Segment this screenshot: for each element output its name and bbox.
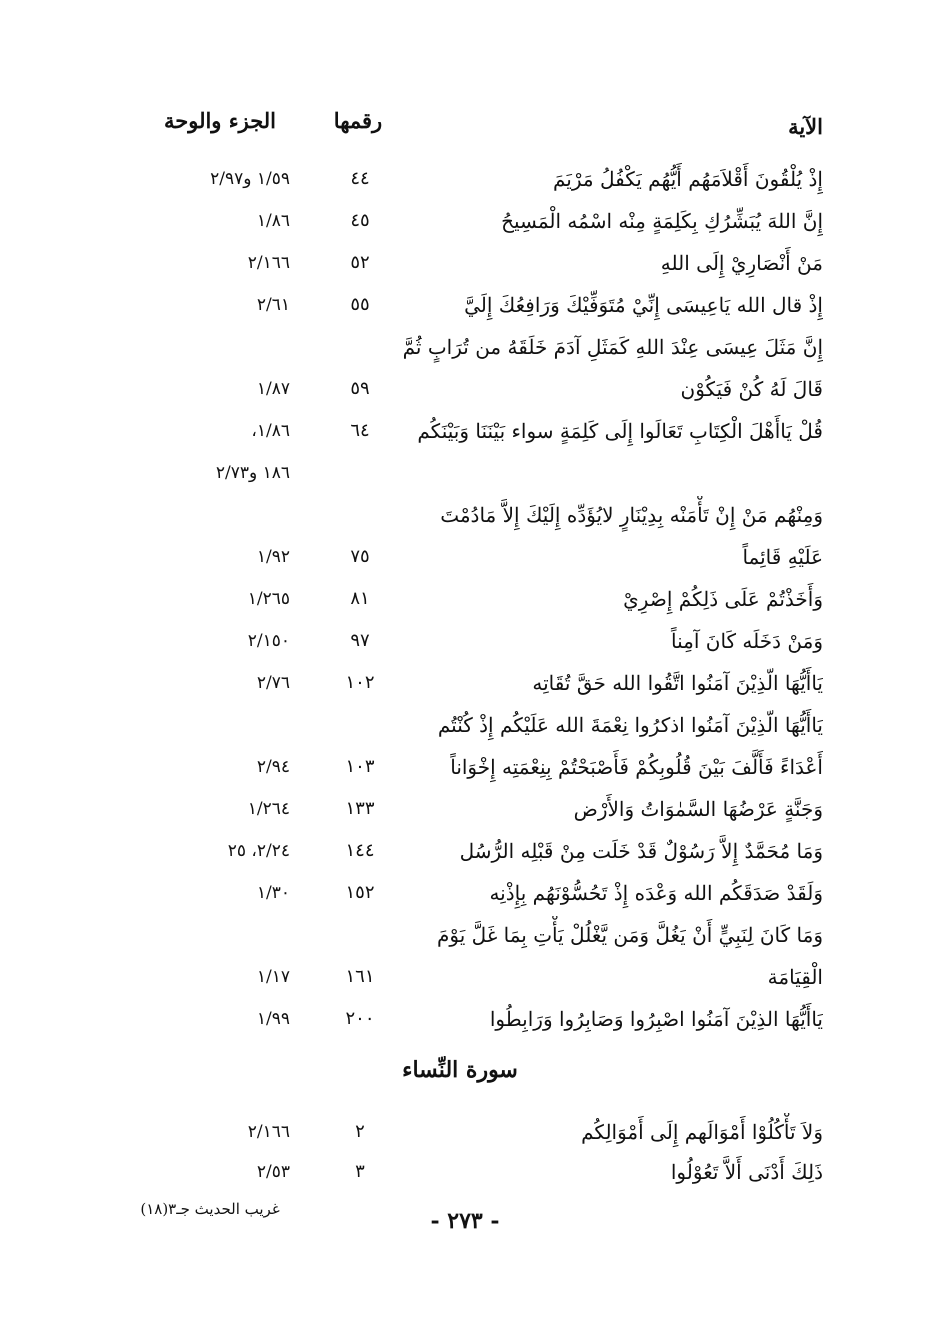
verse-number: ٢ [355,1121,365,1142]
verse-number: ١٠٣ [345,756,375,777]
verse-text: قُلْ يَاأَهْلَ الْكِتَابِ تَعَالَوا إِلَى كَلِمَةٍ سواء بَيْنَنَا وَبَيْنَكُم [417,419,823,443]
volume-page-reference: ٢/١٦٦ [247,1122,290,1142]
volume-page-reference: ٢/٧٦ [256,673,290,693]
verse-number: ٣ [355,1161,365,1182]
verse-number: ٩٧ [350,630,370,651]
verse-text: وَأَخَذْتُمْ عَلَى ذَلِكُمْ إِصْرِيْ [623,587,823,611]
verse-text: الْقِيَامَة [767,965,823,989]
volume-page-reference: ١/٢٦٥ [247,589,290,609]
volume-page-reference: ١/٢٦٤ [247,799,290,819]
table-row [0,706,945,744]
verse-number: ٥٩ [350,378,370,399]
verse-text: وَمِنْهُم مَنْ إِنْ تَأْمَنْه بِدِيْنَارٍ لايُؤَدِّه إِلَيْكَ إِلاَّ مَادُمْتَ [440,503,823,527]
header-reference: الجزء والوحة [163,108,277,133]
table-row [0,412,945,450]
volume-page-reference: ٢/٢٤، ٢٥ [227,841,290,861]
footer-book-title: غريب الحديث جـ٣(١٨) [140,1200,280,1218]
volume-page-reference: ٢/٩٤ [256,757,290,777]
verse-text: وَلاَ تَأْكُلُوْا أَمْوَالَهم إِلَى أَمْوَالِكُم [581,1120,823,1144]
verse-number: ٧٥ [350,546,370,567]
verse-text: يَاأَيُّهَا الذِيْنَ آمَنُوا اصْبِرُوا وَصَابِرُوا وَرَابِطُوا [489,1007,823,1031]
verse-number: ١٣٣ [345,798,375,819]
volume-page-reference: ١/٥٩ و٢/٩٧ [210,169,290,189]
volume-page-reference: ١/٩٩ [256,1009,290,1029]
verse-text: وَمَا كَانَ لِنَبِيٍّ أَنْ يَغُلَّ وَمَن يَّغْلُلْ يَأْتِ بِمَا غَلَّ يَوْمَ [437,923,823,947]
table-row [0,622,945,660]
header-number: رقمها [333,108,383,133]
verse-text: وَجَنَّةٍ عَرْضُهَا السَّمٰوَاتُ وَالأَرْض [573,797,823,821]
table-row [0,580,945,618]
table-row [0,538,945,576]
volume-page-reference: ١٨٦ و٢/٧٣ [215,463,290,483]
volume-page-reference: ٢/١٥٠ [247,631,290,651]
table-row [0,874,945,912]
table-row [0,664,945,702]
volume-page-reference: ١/٨٦ [256,211,290,231]
verse-number: ٦٤ [350,420,370,441]
volume-page-reference: ١/١٧ [256,967,290,987]
verse-text: إِنَّ مَثَلَ عِيسَى عِنْدَ اللهِ كَمَثَلِ آدَمَ خَلَقَهُ من تُرَابٍ ثُمَّ [402,335,823,359]
verse-text: يَاأَيُّهَا الّذِيْنَ آمَنُوا اتَّقُوا الله حَقَّ تُقَاتِه [532,671,823,695]
volume-page-reference: ٢/٥٣ [256,1162,290,1182]
page-number: - ٢٧٣ - [430,1208,500,1234]
table-row [0,1000,945,1038]
verse-text: أَعْدَاءً فَأَلَّفَ بَيْنَ قُلُوبِكُمْ فَأَصْبَحْتُمْ بِنِعْمَتِه إِخْوَاناً [450,755,823,779]
verse-number: ٤٤ [350,168,370,189]
table-row [0,790,945,828]
table-row [0,286,945,324]
table-row [0,370,945,408]
table-row [0,1113,945,1151]
verse-text: قَالَ لَهُ كُنْ فَيَكُوْن [680,377,823,401]
volume-page-reference: ٢/١٦٦ [247,253,290,273]
verse-text: وَمَا مُحَمَّدٌ إِلاَّ رَسُوْلٌ قَدْ خَلَت مِنْ قَبْلِه الرُّسُل [459,839,823,863]
table-row [0,160,945,198]
verse-number: ١٤٤ [345,840,375,861]
table-row [0,958,945,996]
verse-text: إِنَّ اللهَ يُبَشِّرُكِ بِكَلِمَةٍ مِنْه اسْمُه الْمَسِيحُ [501,209,823,233]
verse-number: ٥٥ [350,294,370,315]
header-verse: الآية [788,114,823,139]
verse-text: إِذْ قال الله يَاعِيسَى إِنِّيْ مُتَوَفِّيْكَ وَرَافِعُكَ إِلَيَّ [464,293,823,317]
table-row [0,832,945,870]
table-row [0,454,945,492]
volume-page-reference: ١/٨٦، [251,421,290,441]
verse-text: وَلَقَدْ صَدَقَكُم الله وَعْدَه إِذْ تَحُسُّوْنَهُم بِإِذْنِه [489,881,823,905]
table-row [0,244,945,282]
verse-text: ذَلِكَ أَدْنَى أَلاَّ تَعُوْلُوا [670,1160,823,1184]
table-row [0,916,945,954]
volume-page-reference: ١/٨٧ [256,379,290,399]
verse-number: ١٦١ [345,966,375,987]
verse-number: ٢٠٠ [345,1008,375,1029]
verse-text: وَمَنْ دَخَلَه كَانَ آمِناً [671,629,823,653]
volume-page-reference: ١/٣٠ [256,883,290,903]
volume-page-reference: ٢/٦١ [256,295,290,315]
table-row [0,1153,945,1191]
verse-number: ١٥٢ [345,882,375,903]
volume-page-reference: ١/٩٢ [256,547,290,567]
table-row [0,496,945,534]
verse-number: ٤٥ [350,210,370,231]
verse-number: ٨١ [350,588,370,609]
verse-text: إِذْ يُلْقُونَ أَقْلاَمَهُم أَيُّهُم يَكْفُلُ مَرْيَمَ [552,167,823,191]
table-row [0,748,945,786]
verse-number: ١٠٢ [345,672,375,693]
table-header [0,108,945,148]
verse-text: يَاأَيُّهَا الّذِيْنَ آمَنُوا اذكرُوا نِعْمَةَ الله عَلَيْكُم إِذْ كُنْتُم [437,713,823,737]
table-row [0,202,945,240]
verse-text: مَنْ أَنْصَارِيْ إِلَى اللهِ [660,251,823,275]
verse-text: عَلَيْهِ قَائِماً [742,545,823,569]
verse-number: ٥٢ [350,252,370,273]
table-row [0,328,945,366]
surah-title: سورة النِّساء [402,1057,518,1083]
